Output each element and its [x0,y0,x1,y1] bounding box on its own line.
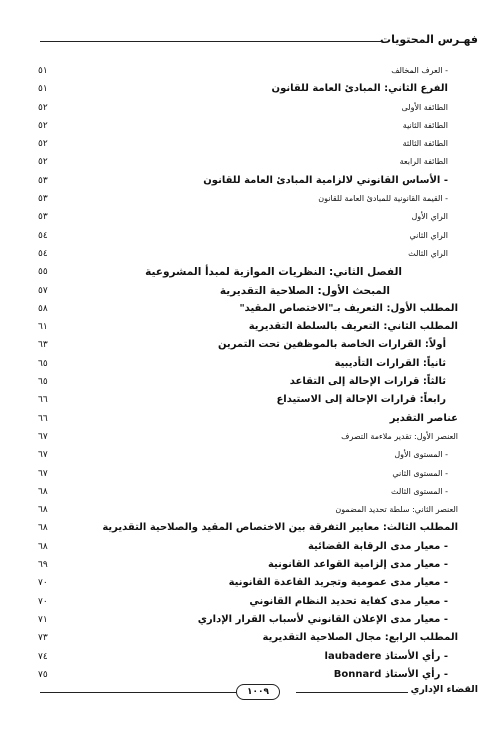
toc-entry-page: ٥١ [38,66,48,76]
toc-entry-page: ٥٣ [38,175,48,186]
toc-entry [38,465,458,483]
toc-entry-page: ٦٥ [38,358,48,369]
toc-entry-page: ٦٣ [38,340,48,351]
page-footer [40,682,478,702]
toc-entry [38,300,458,318]
toc-entry-title: عناصر التقدير [389,412,458,424]
toc-entry [38,373,458,391]
toc-entry-title: - رأي الأستاذ Bonnard [333,668,448,680]
toc-entry-page: ٦٨ [38,523,48,534]
toc-entry [38,318,458,336]
toc-entry [38,391,458,409]
toc-entry-title: - رأي الأستاذ laubadere [324,650,448,662]
toc-entry-page: ٦٩ [38,560,48,571]
toc-entry-title: - معيار مدى إلزامية القواعد القانونية [267,559,448,571]
toc-entry-page: ٧١ [38,614,48,625]
toc-entry [38,172,458,190]
toc-entry-page: ٦٥ [38,377,48,388]
toc-entry-title: أولاً: القرارات الخاصة بالموظفين تحت التمرين [217,339,446,351]
toc-entry-title: ثالثاً: قرارات الإحالة إلى التقاعد [289,376,446,388]
toc-entry-page: ٥٣ [38,212,48,223]
toc-entry [38,336,458,354]
toc-entry [38,99,458,117]
toc-entry-title: - معيار مدى عمومية وتجريد القاعدة القانونية [228,577,448,589]
toc-entry [38,117,458,135]
toc-entry-page: ٥٤ [38,248,48,259]
toc-entry-page: ٥٧ [38,285,48,296]
toc-entry [38,483,458,501]
toc-entry-page: ٥٥ [38,267,48,278]
toc-entry [38,355,458,373]
toc-entry [38,648,458,666]
toc-entry-page: ٥٣ [38,194,48,205]
toc-entry [38,629,458,647]
toc-entry-title: الطائفة الثانية [402,120,448,130]
toc-entry [38,135,458,153]
toc-entry-title: المطلب الثاني: التعريف بالسلطة التقديرية [248,321,458,333]
toc-entry-title: رابعاً: قرارات الإحالة إلى الاستيداع [276,394,446,406]
footer-rule-left [40,692,236,693]
toc-entry-page: ٧٤ [38,651,48,662]
toc-entry-title: - العرف المخالف [391,66,448,75]
toc-entry-title: الطائفة الثالثة [402,139,448,149]
toc-entry [38,574,458,592]
toc-entry-page: ٦٧ [38,450,48,461]
page-number: ١٠٠٩ [236,684,280,700]
toc-entry-title: المبحث الأول: الصلاحية التقديرية [219,284,390,297]
toc-entry-title: الراي الأول [411,212,448,222]
toc-entry [38,501,458,519]
toc-entry [38,593,458,611]
toc-entry [38,519,458,537]
toc-entry [38,410,458,428]
toc-entry-title: - المستوى الثاني [392,468,448,478]
toc-entry-page: ٦٦ [38,413,48,424]
toc-entry-page: ٦٨ [38,541,48,552]
toc-entry-page: ٧٥ [38,669,48,680]
toc-entry-title: الراي الثاني [409,230,448,240]
toc-entry-page: ٦٧ [38,468,48,479]
toc-entry-page: ٦٦ [38,395,48,406]
toc-entry-page: ٦١ [38,322,48,333]
toc-entry [38,208,458,226]
toc-entry-title: - المستوى الثالث [390,486,448,496]
toc-entry-page: ٥١ [38,84,48,95]
header-title: فهـرس المحتويات [380,33,478,46]
toc-entry [38,190,458,208]
toc-entry [38,282,458,300]
toc-entry-page: ٧٠ [38,596,48,607]
toc-entry-page: ٥٤ [38,230,48,241]
toc-entry-title: - الأساس القانوني لالزامية المبادئ العامة للقانون [203,174,448,186]
toc-entry-title: - المستوى الأول [394,450,448,460]
header-rule [40,41,382,42]
toc-entry-page: ٥٢ [38,157,48,168]
toc-entry-title: الطائفة الرابعة [399,157,448,167]
toc-entry-page: ٥٢ [38,139,48,150]
toc-entry [38,538,458,556]
footer-label: القضاء الإداري [410,684,478,695]
toc-entry [38,556,458,574]
table-of-contents [38,62,458,684]
toc-entry [38,153,458,171]
toc-entry-title: المطلب الرابع: مجال الصلاحية التقديرية [262,632,458,644]
toc-entry-title: ثانياً: القرارات التأديبية [334,357,446,369]
toc-entry-title: الفصل الثاني: النظريات الموازية لمبدأ المشروعية [145,266,402,279]
page-header [40,32,478,48]
toc-entry [38,62,458,80]
toc-entry-title: الراي الثالث [408,248,448,258]
toc-entry-page: ٧٠ [38,578,48,589]
toc-entry-page: ٥٢ [38,102,48,113]
toc-entry-title: العنصر الأول: تقدير ملاءمة التصرف [341,431,458,441]
toc-entry [38,611,458,629]
toc-entry-title: - القيمة القانونية للمبادئ العامة للقانون [318,194,448,204]
toc-entry-title: الفرع الثاني: المبادئ العامة للقانون [271,83,448,95]
toc-entry [38,245,458,263]
toc-entry [38,263,458,281]
toc-entry-page: ٦٨ [38,505,48,516]
toc-entry-title: المطلب الثالث: معايير التفرقة بين الاختصاص المقيد والصلاحية التقديرية [102,522,458,534]
toc-entry-title: العنصر الثاني: سلطة تحديد المضمون [335,505,458,515]
toc-entry-title: - معيار مدى الإعلان القانوني لأسباب القرار الإداري [197,613,448,625]
footer-rule-right [296,692,408,693]
toc-entry-page: ٦٨ [38,486,48,497]
toc-entry-title: - معيار مدى كفاية تحديد النظام القانوني [249,595,448,607]
toc-entry-page: ٦٧ [38,431,48,442]
toc-entry [38,428,458,446]
toc-entry-title: - معيار مدى الرقابة القضائية [307,540,448,552]
toc-entry-page: ٥٢ [38,120,48,131]
toc-entry-title: المطلب الأول: التعريف بـ"الاختصاص المقيد" [239,302,458,314]
toc-entry [38,446,458,464]
toc-entry-page: ٥٨ [38,303,48,314]
toc-entry [38,227,458,245]
toc-entry-page: ٧٣ [38,633,48,644]
toc-entry-title: الطائفة الأولى [401,102,448,112]
toc-entry [38,80,458,98]
